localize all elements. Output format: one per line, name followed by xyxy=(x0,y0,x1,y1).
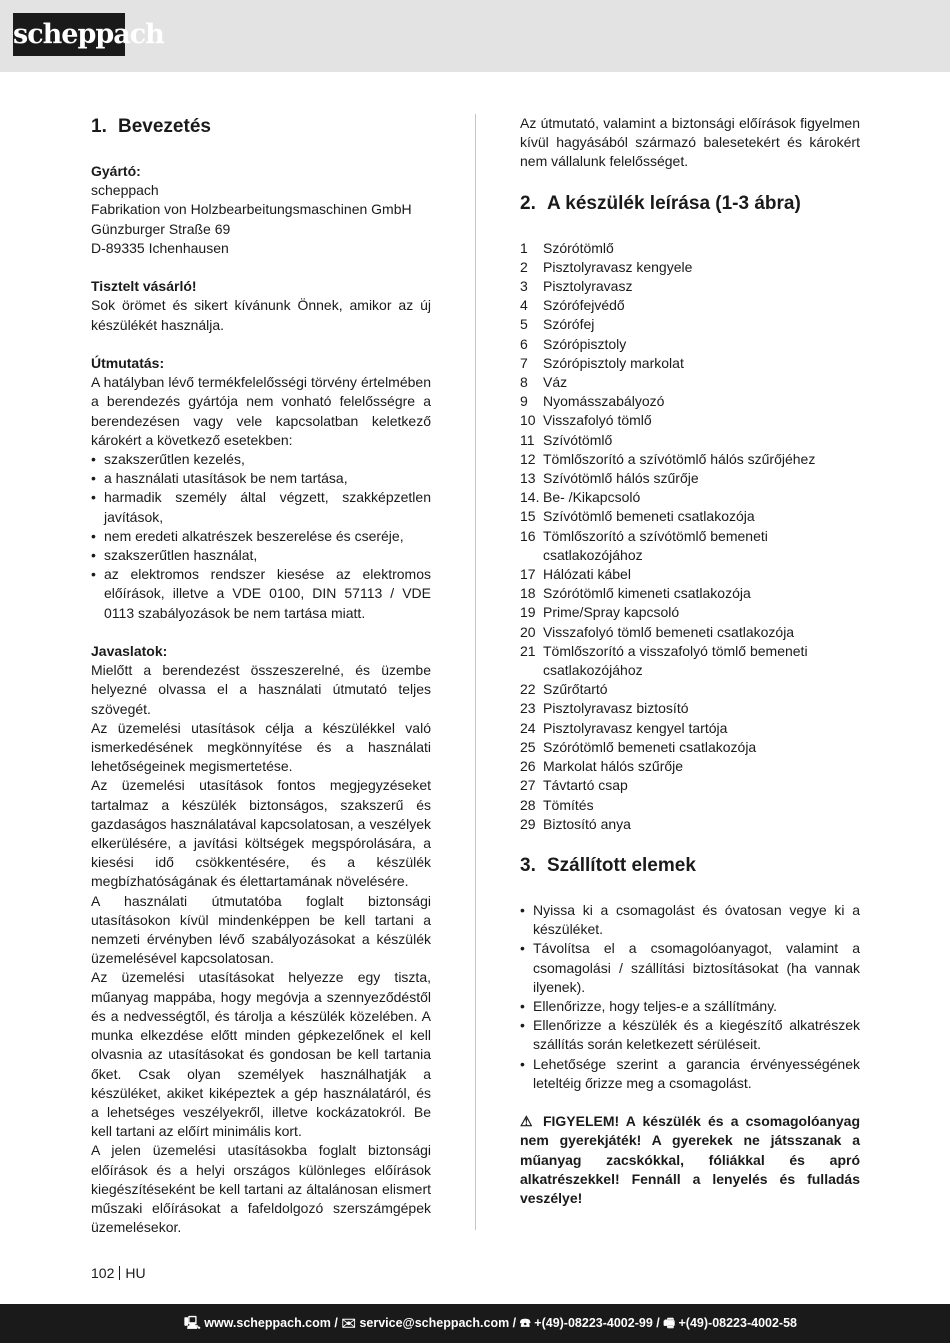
manufacturer-line: Günzburger Straße 69 xyxy=(91,220,231,237)
recommend-paragraph: A jelen üzemelési utasításokba foglalt biztonsági előírások és a helyi országos különleges előírások kiegészítéseként be kell tartani az általánosan elismert műszaki előírásokat a fafeldolgozó szerszámgépek üzemelésekor. xyxy=(91,1142,431,1236)
part-name: Pisztolyravasz biztosító xyxy=(543,700,689,717)
customer-label: Tisztelt vásárló! xyxy=(91,278,197,295)
part-number: 1 xyxy=(520,239,528,256)
contact-bar xyxy=(0,1304,950,1343)
guide-list xyxy=(91,450,431,623)
part-item xyxy=(520,296,860,315)
part-number: 14. xyxy=(520,489,540,506)
recommend-paragraph: A használati útmutatóba foglalt biztonsági utasításokon kívül mindenképpen be kell tartani a nemzeti érvényben lévő szabályozásokat a készülék üzemelésével kapcsolatosan. xyxy=(91,892,431,967)
column-divider xyxy=(475,114,476,1230)
part-name: Szórótömlő kimeneti csatlakozója xyxy=(543,585,751,602)
part-number: 15 xyxy=(520,508,536,525)
part-name: Visszafolyó tömlő bemeneti csatlakozója xyxy=(543,623,795,640)
part-item xyxy=(520,258,860,277)
part-number: 8 xyxy=(520,374,528,391)
part-name: Tömítés xyxy=(543,796,594,813)
part-number: 27 xyxy=(520,777,536,794)
parts-list xyxy=(520,239,860,834)
part-number: 9 xyxy=(520,393,528,410)
part-item xyxy=(520,315,860,334)
part-name: Távtartó csap xyxy=(543,777,628,794)
part-name: Szórófejvédő xyxy=(543,297,625,314)
recommend-paragraph: Mielőtt a berendezést összeszerelné, és üzembe helyezné olvassa el a használati útmutató teljes szövegét. xyxy=(91,662,431,717)
recommend-paragraph: Az üzemelési utasítások fontos megjegyzéseket tartalmaz a készülék biztonságos, szakszerű és gazdaságos használatával kapcsolatosan, a veszélyek elkerülésére, a javítási költségek megspórolására, a kiesési idő csökkentésére, és a készülék megbízhatóságának és élettartamának növelésére. xyxy=(91,777,431,890)
part-name: Szórótömlő bemeneti csatlakozója xyxy=(543,738,757,755)
part-name: Tömlőszorító a szívótömlő bemeneti csatlakozójához xyxy=(543,527,768,563)
part-number: 29 xyxy=(520,815,536,832)
part-item xyxy=(520,603,860,622)
part-item xyxy=(520,354,860,373)
part-number: 26 xyxy=(520,758,536,775)
part-item xyxy=(520,584,860,603)
list-item: • nem eredeti alkatrészek beszerelése és cseréje, xyxy=(91,527,431,546)
part-item xyxy=(520,239,860,258)
delivery-list xyxy=(520,901,860,1093)
part-name: Szívótömlő bemeneti csatlakozója xyxy=(543,508,755,525)
part-number: 22 xyxy=(520,681,536,698)
part-number: 11 xyxy=(520,431,535,448)
phone-icon: ☎ xyxy=(519,1316,531,1330)
part-number: 3 xyxy=(520,278,528,295)
part-name: Szórótömlő xyxy=(543,239,614,256)
part-number: 7 xyxy=(520,354,528,371)
mail-icon: ✉ xyxy=(341,1316,356,1330)
email-link[interactable]: service@scheppach.com / xyxy=(359,1316,517,1330)
brand-logo: scheppach xyxy=(13,13,125,56)
part-item xyxy=(520,642,860,680)
part-number: 25 xyxy=(520,738,536,755)
part-number: 23 xyxy=(520,700,536,717)
part-item xyxy=(520,527,860,565)
guide-text: A hatályban lévő termékfelelősségi törvény értelmében a berendezés gyártója nem vonható felelősségre a berendezésen vagy vele kapcsolatban keletkező károkért a következő esetekben: xyxy=(91,374,431,448)
part-item xyxy=(520,815,860,834)
part-name: Tömlőszorító a szívótömlő hálós szűrőjéhez xyxy=(543,450,816,467)
section-2-heading: 2. A készülék leírása (1-3 ábra) xyxy=(520,192,801,214)
part-item xyxy=(520,488,860,507)
part-number: 6 xyxy=(520,335,528,352)
part-name: Szívótömlő xyxy=(543,431,613,448)
recommend-label: Javaslatok: xyxy=(91,643,168,660)
part-item xyxy=(520,757,860,776)
part-name: Pisztolyravasz kengyele xyxy=(543,258,693,275)
list-item: • az elektromos rendszer kiesése az elektromos előírások, illetve a VDE 0100, DIN 57113 / VDE 0113 szabályozások be nem tartása miatt. xyxy=(91,565,431,623)
part-number: 5 xyxy=(520,316,528,333)
part-item xyxy=(520,335,860,354)
part-number: 20 xyxy=(520,623,536,640)
manufacturer-line: Fabrikation von Holzbearbeitungsmaschinen GmbH xyxy=(91,201,412,218)
part-item xyxy=(520,680,860,699)
customer-text: Sok örömet és sikert kívánunk Önnek, amikor az új készülékét használja. xyxy=(91,297,431,333)
part-name: Visszafolyó tömlő xyxy=(543,412,652,429)
part-item xyxy=(520,623,860,642)
part-name: Szórófej xyxy=(543,316,595,333)
part-item xyxy=(520,565,860,584)
part-name: Hálózati kábel xyxy=(543,566,631,583)
part-number: 13 xyxy=(520,470,536,487)
list-item: • Ellenőrizze a készülék és a kiegészítő alkatrészek szállítás során keletkezett sérüléseit. xyxy=(520,1016,860,1054)
part-name: Szűrőtartó xyxy=(543,681,608,698)
fax-icon: 🖷 xyxy=(663,1316,676,1330)
part-name: Szórópisztoly markolat xyxy=(543,354,684,371)
part-name: Pisztolyravasz kengyel tartója xyxy=(543,719,728,736)
list-item: • Ellenőrizze, hogy teljes-e a szállítmány. xyxy=(520,997,860,1016)
part-number: 2 xyxy=(520,258,528,275)
part-number: 21 xyxy=(520,642,536,659)
part-item xyxy=(520,507,860,526)
right-column xyxy=(520,114,860,1208)
website-link[interactable]: www.scheppach.com / xyxy=(204,1316,338,1330)
manufacturer-line: D-89335 Ichenhausen xyxy=(91,239,229,256)
guide-label: Útmutatás: xyxy=(91,355,165,371)
part-item xyxy=(520,719,860,738)
phone-number: +(49)-08223-4002-99 / xyxy=(534,1316,660,1330)
part-item xyxy=(520,431,860,450)
manufacturer-label: Gyártó: xyxy=(91,163,141,179)
computer-icon: 🖳 xyxy=(184,1316,201,1330)
part-item xyxy=(520,392,860,411)
part-number: 12 xyxy=(520,450,536,467)
list-item: • Távolítsa el a csomagolóanyagot, valamint a csomagolási / szállítási biztosításokat (ha vannak ilyenek). xyxy=(520,939,860,997)
part-name: Be- /Kikapcsoló xyxy=(543,489,641,506)
part-number: 18 xyxy=(520,585,536,602)
part-number: 24 xyxy=(520,719,536,736)
part-item xyxy=(520,699,860,718)
liability-text: Az útmutató, valamint a biztonsági előírások figyelmen kívül hagyásából származó balesetekért és károkért nem vállalunk felelősséget. xyxy=(520,115,860,170)
page-footer xyxy=(91,1265,146,1281)
recommend-paragraph: Az üzemelési utasításokat helyezze egy tiszta, műanyag mappába, hogy megóvja a szennyeződéstől és a nedvességtől, és tárolja a készülék közelében. A munka elkezdése előtt minden gépkezelőnek el kell olvasnia az utasításokat és gondosan be kell tartania őket. Csak olyan személyek használhatják a készüléket, akiket kiképeztek a gép használatáról, és a lehetséges veszélyekről, illetve kockázatokról. Be kell tartani az előírt minimális kort. xyxy=(91,969,431,1140)
language-code: HU xyxy=(125,1265,146,1281)
part-name: Szívótömlő hálós szűrője xyxy=(543,470,699,487)
part-number: 4 xyxy=(520,297,528,314)
list-item: • szakszerűtlen használat, xyxy=(91,546,431,565)
part-name: Prime/Spray kapcsoló xyxy=(543,604,680,621)
part-number: 19 xyxy=(520,604,536,621)
list-item: • harmadik személy által végzett, szakképzetlen javítások, xyxy=(91,488,431,526)
warning-text: ⚠ FIGYELEM! A készülék és a csomagolóanyag nem gyerekjáték! A gyerekek ne játsszanak a műanyag zacskókkal, fóliákkal és apró alkatrészekkel! Fennáll a lenyelés és fulladás veszélye! xyxy=(520,1113,860,1206)
part-item xyxy=(520,450,860,469)
part-number: 17 xyxy=(520,566,536,583)
part-name: Tömlőszorító a visszafolyó tömlő bemeneti csatlakozójához xyxy=(543,642,808,679)
part-name: Szórópisztoly xyxy=(543,335,627,352)
part-number: 16 xyxy=(520,527,536,544)
part-item xyxy=(520,776,860,795)
fax-number: +(49)-08223-4002-58 xyxy=(678,1316,797,1330)
list-item: • a használati utasítások be nem tartása, xyxy=(91,469,431,488)
part-item xyxy=(520,469,860,488)
section-1-heading: 1. Bevezetés xyxy=(91,116,211,137)
warning-icon: ⚠ xyxy=(520,1113,536,1130)
left-column xyxy=(91,114,431,1237)
list-item: • Lehetősége szerint a garancia érvényességének leteltéig őrizze meg a csomagolást. xyxy=(520,1055,860,1093)
part-item xyxy=(520,796,860,815)
part-name: Pisztolyravasz xyxy=(543,278,633,295)
part-number: 28 xyxy=(520,796,536,813)
manufacturer-line: scheppach xyxy=(91,182,159,199)
part-item xyxy=(520,411,860,430)
header-bar xyxy=(0,0,950,72)
part-number: 10 xyxy=(520,412,536,429)
part-item xyxy=(520,277,860,296)
part-name: Markolat hálós szűrője xyxy=(543,758,684,775)
page-number: 102 xyxy=(91,1265,115,1281)
part-name: Nyomásszabályozó xyxy=(543,393,665,410)
part-item xyxy=(520,738,860,757)
recommend-paragraph: Az üzemelési utasítások célja a készülékkel való ismerkedésének megkönnyítése és a használati lehetőségeinek megismertetése. xyxy=(91,719,431,775)
part-name: Váz xyxy=(543,374,568,391)
part-item xyxy=(520,373,860,392)
part-name: Biztosító anya xyxy=(543,815,631,832)
section-3-heading: 3. Szállított elemek xyxy=(520,854,696,876)
list-item: • szakszerűtlen kezelés, xyxy=(91,450,431,469)
list-item: • Nyissa ki a csomagolást és óvatosan vegye ki a készüléket. xyxy=(520,901,860,939)
